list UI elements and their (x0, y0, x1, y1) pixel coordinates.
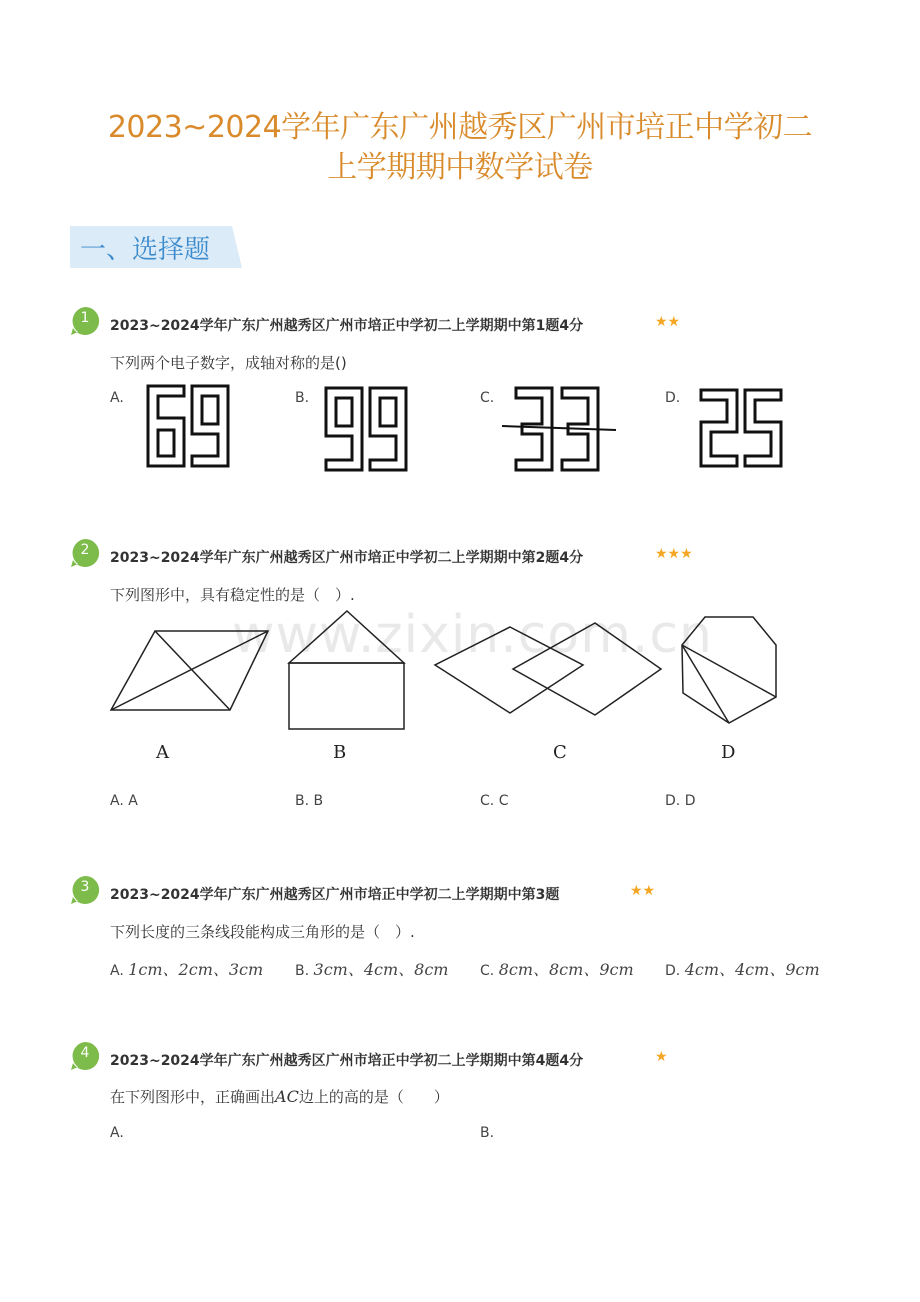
question-number: 2 (80, 542, 90, 558)
title-line-2: 上学期期中数学试卷 (327, 150, 593, 185)
question-number-badge (70, 538, 100, 568)
question-text: 下列图形中，具有稳定性的是（ ）. (110, 586, 355, 604)
option-label[interactable]: A. (110, 1125, 124, 1141)
question-text: 下列长度的三条线段能构成三角形的是（ ）. (110, 923, 415, 941)
section-label: 一、选择题 (80, 235, 211, 265)
option-b[interactable] (295, 957, 448, 980)
question-text (110, 1086, 449, 1107)
option-c[interactable] (480, 957, 634, 980)
option-value: 3cm、4cm、8cm (313, 960, 449, 979)
option-label[interactable]: C. (480, 390, 495, 406)
question-text: 下列两个电子数字，成轴对称的是() (110, 354, 347, 372)
segment-ac: AC (275, 1087, 299, 1106)
option-d[interactable] (665, 957, 820, 980)
option-value: 4cm、4cm、9cm (684, 960, 820, 979)
question-header: 2023~2024学年广东广州越秀区广州市培正中学初二上学期期中第2题4分 (110, 550, 584, 566)
digital-digits-33-figure (500, 380, 620, 475)
figure-label: B (333, 742, 347, 763)
option-d[interactable] (665, 793, 695, 809)
digital-digits-69-figure (140, 380, 240, 475)
question-number-badge (70, 875, 100, 905)
option-label: B. (295, 963, 310, 979)
option-a[interactable] (110, 957, 263, 980)
option-a[interactable] (110, 793, 138, 809)
option-label[interactable]: A. (110, 390, 124, 406)
option-value: 8cm、8cm、9cm (498, 960, 634, 979)
question-number: 1 (80, 310, 90, 326)
option-label: C. (480, 793, 495, 809)
page-title (60, 108, 860, 188)
figure-label: D (721, 742, 736, 763)
digital-digits-99-figure (318, 380, 418, 475)
title-line-1: 2023~2024学年广东广州越秀区广州市培正中学初二 (107, 110, 813, 145)
option-label: C. (480, 963, 495, 979)
option-label: D. (665, 963, 681, 979)
question-number: 4 (80, 1045, 90, 1061)
question-number-badge (70, 306, 100, 336)
difficulty-stars: ★★★ (655, 546, 693, 562)
question-text-after: 边上的高的是（ ） (298, 1088, 449, 1106)
section-header (70, 226, 242, 268)
option-label: A. (110, 793, 124, 809)
figure-label: C (553, 742, 567, 763)
option-value: B (313, 793, 324, 809)
question-header: 2023~2024学年广东广州越秀区广州市培正中学初二上学期期中第1题4分 (110, 318, 584, 334)
option-b[interactable] (295, 793, 323, 809)
option-label[interactable]: B. (480, 1125, 495, 1141)
option-label: B. (295, 793, 310, 809)
stability-shapes-figure (105, 605, 795, 735)
option-value: 1cm、2cm、3cm (128, 960, 264, 979)
option-label[interactable]: B. (295, 390, 310, 406)
figure-label: A (156, 742, 169, 763)
difficulty-stars: ★★ (630, 883, 656, 899)
option-c[interactable] (480, 793, 508, 809)
option-label[interactable]: D. (665, 390, 681, 406)
digital-digits-25-figure (693, 380, 793, 475)
question-header: 2023~2024学年广东广州越秀区广州市培正中学初二上学期期中第4题4分 (110, 1053, 584, 1069)
option-label: A. (110, 963, 124, 979)
watermark: www.zixin.com.cn (232, 605, 713, 665)
question-text-before: 在下列图形中，正确画出 (110, 1088, 276, 1106)
option-value: A (128, 793, 138, 809)
difficulty-stars: ★★ (655, 314, 681, 330)
question-number: 3 (80, 879, 90, 895)
option-value: C (498, 793, 509, 809)
option-label: D. (665, 793, 681, 809)
question-header: 2023~2024学年广东广州越秀区广州市培正中学初二上学期期中第3题 (110, 887, 560, 903)
question-number-badge (70, 1041, 100, 1071)
difficulty-stars: ★ (655, 1049, 668, 1065)
option-value: D (684, 793, 696, 809)
